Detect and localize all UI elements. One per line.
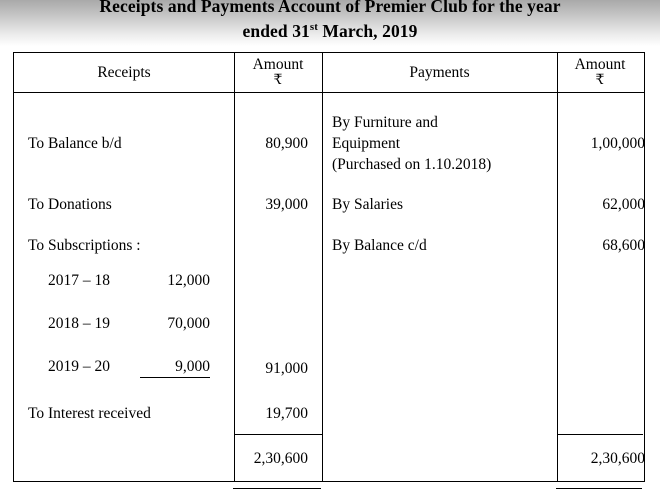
receipt-row-amount-balance-bd: 80,900 [265,135,308,152]
payment-row-amount-furniture-equipment: 1,00,000 [590,135,645,152]
subscription-year-2019-20: 2019 – 20 [48,358,110,375]
payment-row-amount-salaries: 62,000 [602,196,645,213]
payment-furniture-line-1: By Furniture and [332,114,438,131]
column-divider-payments-amount [557,53,558,481]
total-double-underline-payments [556,488,642,489]
column-divider-amount-payments [322,53,323,481]
receipt-row-label-balance-bd: To Balance b/d [28,135,122,152]
title-line-1: Receipts and Payments Account of Premier Club for the year [99,0,561,16]
total-double-underline-receipts [233,488,321,489]
column-header-amount-payments-label [575,57,626,89]
title-line-2 [10,19,650,44]
subscription-year-2018-19: 2018 – 19 [48,315,110,332]
subscription-line-2019-20 [48,358,228,378]
subscription-value-2017-18: 12,000 [167,272,210,289]
subscription-line-2017-18 [48,272,228,290]
total-receipts-amount: 2,30,600 [253,450,308,467]
payment-furniture-line-3: (Purchased on 1.10.2018) [332,156,492,173]
ordinal-suffix: st [309,21,318,34]
amount-word-2: Amount [574,55,626,73]
column-header-amount-receipts [234,53,322,92]
subscription-value-2019-20: 9,000 [140,358,210,378]
receipt-row-label-subscriptions: To Subscriptions : [28,237,141,254]
subscription-value-2018-19: 70,000 [167,315,210,332]
subscription-line-2018-19 [48,315,228,333]
receipt-row-amount-subscriptions: 91,000 [265,360,308,377]
column-header-receipts-label: Receipts [97,63,151,81]
payment-row-label-balance-cd: By Balance c/d [332,237,427,254]
column-header-receipts [14,53,234,92]
receipts-and-payments-table [13,52,645,482]
total-payments-amount: 2,30,600 [590,450,645,467]
rupee-symbol-2: ₹ [595,72,605,88]
amount-word-1: Amount [252,55,304,73]
receipt-row-amount-interest-received: 19,700 [265,405,308,422]
header-separator [14,92,644,93]
column-header-amount-payments [557,53,643,92]
column-header-payments [322,53,557,92]
column-header-amount-receipts-label [253,57,304,89]
payment-row-label-furniture-equipment [332,112,552,175]
title-line-2-pre: ended 31 [242,21,310,41]
receipt-row-label-donations: To Donations [28,196,112,213]
payment-row-label-salaries: By Salaries [332,196,404,213]
totals-separator-payments [557,434,643,435]
totals-separator-receipts [234,434,322,435]
receipt-row-amount-donations: 39,000 [265,196,308,213]
column-header-payments-label: Payments [409,63,470,81]
subscription-year-2017-18: 2017 – 18 [48,272,110,289]
payment-row-amount-balance-cd: 68,600 [602,237,645,254]
page-title [10,0,650,44]
title-line-2-post: March, 2019 [317,21,418,41]
rupee-symbol-1: ₹ [273,72,283,88]
payment-furniture-line-2: Equipment [332,135,401,152]
receipt-row-label-interest-received: To Interest received [28,405,151,422]
